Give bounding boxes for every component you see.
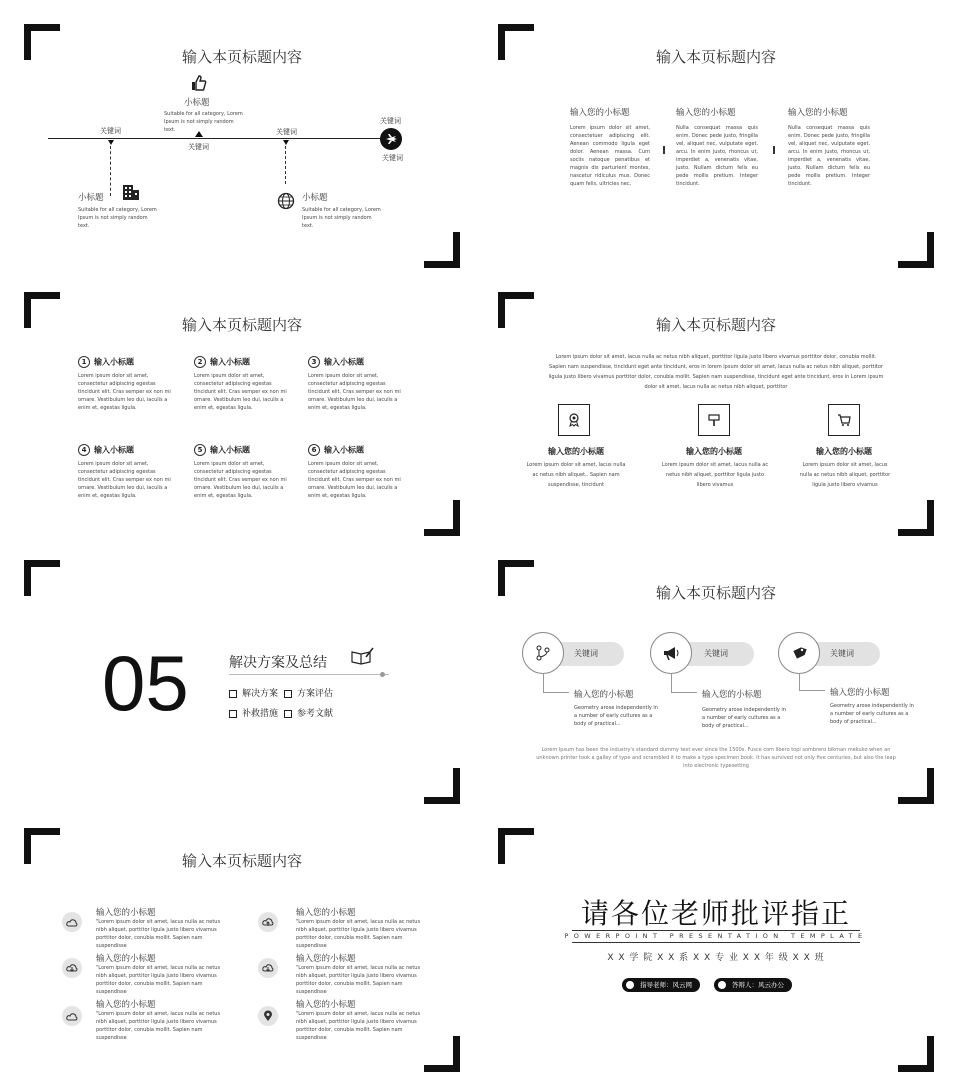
item-text: Lorem ipsum dolor sit amet, lacus nulla ac netus nibh aliquet, porttitor ligula justo libero vivamus bbox=[661, 462, 769, 488]
airplane-icon bbox=[380, 128, 402, 150]
numbered-item bbox=[194, 356, 290, 412]
section-number: 05 bbox=[102, 639, 189, 727]
item-heading: 输入您的小标题 bbox=[702, 690, 762, 700]
slide-4[interactable] bbox=[498, 292, 934, 536]
item-text: Lorem ipsum dolor sit amet, consectetur adipiscing egestas tincidunt elit. Cras semper ex non mi ornare. Vestibulum leo dui, iaculis a enim et, egestas ligula. bbox=[194, 373, 287, 411]
cloud-upload-icon bbox=[258, 912, 278, 932]
corner-mark bbox=[24, 560, 60, 596]
keyword-label: 关键词 bbox=[830, 649, 854, 658]
numbered-item bbox=[78, 444, 174, 500]
item-text: Geometry arose independently in a number of early cultures as a body of practical... bbox=[702, 707, 786, 729]
keyword-label: 关键词 bbox=[382, 154, 403, 162]
item-text: Geometry arose independently in a number of early cultures as a body of practical... bbox=[830, 703, 914, 725]
number-badge: 1 bbox=[78, 356, 90, 368]
column-text: Lorem ipsum dolor sit amet, consectetuer adipiscing elit. Aenean commodo ligula eget dolor. Aenean massa. Cum sociis natoque penatibus et magnis dis parturient montes, nascetur ridiculus mus. Donec quam felis, ultricies nec, bbox=[570, 125, 650, 187]
number-badge: 6 bbox=[308, 444, 320, 456]
keyword-label: 关键词 bbox=[276, 128, 297, 136]
column-text: Nulla consequat massa quis enim. Donec pede justo, fringilla vel, aliquet nec, vulputate eget, arcu. In enim justo, rhoncus ut, imperdiet a, venenatis vitae, justo. Nullam dictum felis eu pede mollis pretium. Integer tincidunt. bbox=[676, 125, 758, 187]
column-heading: 输入您的小标题 bbox=[676, 108, 736, 118]
book-pen-icon bbox=[350, 646, 374, 666]
cloud-download-icon bbox=[258, 958, 278, 978]
section-heading: 解决方案及总结 bbox=[229, 655, 327, 671]
slide-title: 输入本页标题内容 bbox=[181, 852, 302, 870]
item-heading: 输入小标题 bbox=[324, 445, 364, 455]
item-text: Lorem ipsum dolor sit amet, lacus nulla ac netus nibh aliquet, porttitor ligula justo libero vivamus bbox=[799, 462, 891, 488]
slide-title: 输入本页标题内容 bbox=[655, 584, 776, 602]
top-text: Suitable for all category, Lorem Ipsum is not simply random text. bbox=[164, 111, 243, 133]
cloud-icon bbox=[62, 912, 82, 932]
number-badge: 5 bbox=[194, 444, 206, 456]
item-heading: 输入您的小标题 bbox=[816, 447, 872, 456]
corner-mark bbox=[498, 828, 534, 864]
column-heading: 输入您的小标题 bbox=[570, 108, 630, 118]
dashed-connector bbox=[110, 146, 111, 196]
item-text: "Lorem ipsum dolor sit amet, lacus nulla ac netus nibh aliquet, porttitor ligula justo libero vivamus porttitor dolor, conubia mollit. Sapien nam suspendisse bbox=[296, 965, 421, 995]
connector bbox=[543, 692, 569, 693]
slide-2[interactable] bbox=[498, 24, 934, 268]
number-badge: 3 bbox=[308, 356, 320, 368]
top-subtitle: 小标题 bbox=[184, 98, 210, 108]
heading-underline bbox=[229, 674, 389, 675]
column-divider bbox=[663, 146, 665, 154]
cloud-icon bbox=[62, 1006, 82, 1026]
list-item bbox=[229, 686, 278, 699]
template-subtitle: POWERPOINT PRESENTATION TEMPLATE bbox=[564, 932, 868, 940]
item-heading: 输入您的小标题 bbox=[96, 908, 156, 918]
corner-mark bbox=[424, 232, 460, 268]
keyword-label: 关键词 bbox=[574, 649, 598, 658]
item-heading: 输入小标题 bbox=[210, 357, 250, 367]
speaker-badge bbox=[714, 978, 792, 992]
connector bbox=[799, 674, 800, 690]
down-marker bbox=[108, 140, 114, 145]
advisor-label: 指导老师：风云网 bbox=[640, 981, 692, 989]
item-heading: 输入您的小标题 bbox=[296, 908, 356, 918]
footer-text: Lorem Ipsum has been the industry's standard dummy text ever since the 1500s. Fusce com libero topi sombrero bikman mekuko when an unknown printer took a galley of type and scrambled it to make a type specimen book. It has survived not only five centuries, but also the leap into electronic typesetting bbox=[536, 747, 896, 769]
list-item-label: 补救措施 bbox=[242, 709, 279, 719]
keyword-label: 关键词 bbox=[380, 117, 401, 125]
hammer-icon bbox=[698, 404, 730, 436]
building-icon bbox=[122, 184, 140, 200]
corner-mark bbox=[898, 768, 934, 804]
column-divider bbox=[773, 146, 775, 154]
item-text: Geometry arose independently in a number of early cultures as a body of practical... bbox=[574, 705, 658, 727]
class-info: X X 学 院 X X 系 X X 专 业 X X 年 级 X X 班 bbox=[607, 953, 825, 963]
item-heading: 输入您的小标题 bbox=[830, 688, 890, 698]
right-text: Suitable for all category, Lorem Ipsum is not simply random text. bbox=[302, 207, 381, 229]
number-badge: 4 bbox=[78, 444, 90, 456]
column-heading: 输入您的小标题 bbox=[788, 108, 848, 118]
item-heading: 输入小标题 bbox=[324, 357, 364, 367]
item-heading: 输入您的小标题 bbox=[548, 447, 604, 456]
down-marker bbox=[283, 140, 289, 145]
item-heading: 输入您的小标题 bbox=[96, 1000, 156, 1010]
item-text: "Lorem ipsum dolor sit amet, lacus nulla ac netus nibh aliquet, porttitor ligula justo libero vivamus porttitor dolor, conubia mollit. Sapien nam suspendisse bbox=[296, 919, 421, 949]
user-icon bbox=[626, 981, 634, 989]
tag-icon bbox=[778, 632, 820, 674]
item-text: "Lorem ipsum dolor sit amet, lacus nulla ac netus nibh aliquet, porttitor ligula justo libero vivamus porttitor dolor, conubia mollit. Sapien nam suspendisse bbox=[96, 919, 221, 949]
corner-mark bbox=[424, 500, 460, 536]
checkbox-icon bbox=[229, 710, 237, 718]
corner-mark bbox=[424, 768, 460, 804]
checkbox-icon bbox=[229, 690, 237, 698]
dashed-connector bbox=[285, 146, 286, 184]
item-text: Lorem ipsum dolor sit amet, consectetur adipiscing egestas tincidunt elit. Cras semper ex non mi ornare. Vestibulum leo dui, iaculis a enim et, egestas ligula. bbox=[78, 373, 171, 411]
item-text: Lorem ipsum dolor sit amet, lacus nulla ac netus nibh aliquet,. Sapien nam suspendisse, tincidunt bbox=[526, 462, 626, 488]
triangle-marker bbox=[195, 131, 203, 137]
slide-1[interactable] bbox=[24, 24, 460, 268]
slide-7[interactable] bbox=[24, 828, 460, 1072]
keyword-label: 关键词 bbox=[188, 143, 209, 151]
flow-icon bbox=[522, 632, 564, 674]
slide-title: 输入本页标题内容 bbox=[655, 48, 776, 66]
speaker-label: 答辩人：风云办公 bbox=[732, 981, 784, 989]
keyword-label: 关键词 bbox=[704, 649, 728, 658]
item-text: "Lorem ipsum dolor sit amet, lacus nulla ac netus nibh aliquet, porttitor ligula justo libero vivamus porttitor dolor, conubia mollit. Sapien nam suspendisse bbox=[296, 1011, 421, 1041]
location-pin-icon bbox=[258, 1006, 278, 1026]
item-text: "Lorem ipsum dolor sit amet, lacus nulla ac netus nibh aliquet, porttitor ligula justo libero vivamus porttitor dolor, conubia mollit. Sapien nam suspendisse bbox=[96, 1011, 221, 1041]
underline-dot bbox=[380, 672, 385, 677]
slide-6[interactable] bbox=[498, 560, 934, 804]
item-text: "Lorem ipsum dolor sit amet, lacus nulla ac netus nibh aliquet, porttitor ligula justo libero vivamus porttitor dolor, conubia mollit. Sapien nam suspendisse bbox=[96, 965, 221, 995]
megaphone-icon bbox=[650, 632, 692, 674]
item-heading: 输入您的小标题 bbox=[686, 447, 742, 456]
item-heading: 输入您的小标题 bbox=[96, 954, 156, 964]
checkbox-icon bbox=[284, 690, 292, 698]
numbered-item bbox=[78, 356, 174, 412]
item-text: Lorem ipsum dolor sit amet, consectetur adipiscing egestas tincidunt elit. Cras semper ex non mi ornare. Vestibulum leo dui, iaculis a enim et, egestas ligula. bbox=[194, 461, 287, 499]
left-subtitle: 小标题 bbox=[78, 193, 104, 203]
item-heading: 输入您的小标题 bbox=[296, 954, 356, 964]
item-text: Lorem ipsum dolor sit amet, consectetur adipiscing egestas tincidunt elit. Cras semper ex non mi ornare. Vestibulum leo dui, iaculis a enim et, egestas ligula. bbox=[308, 373, 401, 411]
slide-5[interactable] bbox=[24, 560, 460, 804]
item-heading: 输入小标题 bbox=[210, 445, 250, 455]
item-heading: 输入您的小标题 bbox=[296, 1000, 356, 1010]
slide-3[interactable] bbox=[24, 292, 460, 536]
user-icon bbox=[718, 981, 726, 989]
corner-mark bbox=[898, 1036, 934, 1072]
corner-mark bbox=[898, 232, 934, 268]
item-text: Lorem ipsum dolor sit amet, consectetur adipiscing egestas tincidunt elit. Cras semper ex non mi ornare. Vestibulum leo dui, iaculis a enim et, egestas ligula. bbox=[308, 461, 401, 499]
corner-mark bbox=[898, 500, 934, 536]
checkbox-icon bbox=[284, 710, 292, 718]
cloud-download-icon bbox=[62, 958, 82, 978]
connector bbox=[671, 692, 697, 693]
numbered-item bbox=[308, 356, 404, 412]
globe-icon bbox=[277, 192, 295, 210]
numbered-item bbox=[194, 444, 290, 500]
cart-icon bbox=[828, 404, 860, 436]
list-item-label: 解决方案 bbox=[242, 689, 279, 699]
title-rule bbox=[572, 930, 860, 931]
award-icon bbox=[558, 404, 590, 436]
list-item bbox=[284, 686, 333, 699]
slide-title: 输入本页标题内容 bbox=[181, 48, 302, 66]
thumbs-up-icon bbox=[190, 74, 208, 92]
numbered-item bbox=[308, 444, 404, 500]
slide-8[interactable] bbox=[498, 828, 934, 1072]
column-text: Nulla consequat massa quis enim. Donec pede justo, fringilla vel, aliquet nec, vulputate eget, arcu. In enim justo, rhoncus ut, imperdiet a, venenatis vitae, justo. Nullam dictum felis eu pede mollis pretium. Integer tincidunt. bbox=[788, 125, 870, 187]
number-badge: 2 bbox=[194, 356, 206, 368]
list-item bbox=[284, 706, 333, 719]
slide-title: 输入本页标题内容 bbox=[655, 316, 776, 334]
title-rule bbox=[572, 942, 860, 943]
connector bbox=[671, 674, 672, 692]
item-heading: 输入您的小标题 bbox=[574, 690, 634, 700]
timeline-line bbox=[48, 138, 398, 139]
keyword-label: 关键词 bbox=[100, 127, 121, 135]
connector bbox=[799, 690, 825, 691]
item-heading: 输入小标题 bbox=[94, 445, 134, 455]
list-item bbox=[229, 706, 278, 719]
right-subtitle: 小标题 bbox=[302, 193, 328, 203]
item-heading: 输入小标题 bbox=[94, 357, 134, 367]
connector bbox=[543, 674, 544, 692]
item-text: Lorem ipsum dolor sit amet, consectetur adipiscing egestas tincidunt elit. Cras semper ex non mi ornare. Vestibulum leo dui, iaculis a enim et, egestas ligula. bbox=[78, 461, 171, 499]
advisor-badge bbox=[622, 978, 700, 992]
intro-text: Lorem ipsum dolor sit amet, lacus nulla ac netus nibh aliquet, porttitor ligula justo libero vivamus porttitor dolor, conubia mollit. Sapien nam suspendisse, tincidunt eget ante tincidunt, eros in lorem ipsum dolor sit amet, lacus nulla ac netus nibh aliquet, porttitor ligula justo libero vivamus porttitor dolor, conubia mollit. Sapien nam suspendisse, tincidunt eget ante tincidunt, eros in Lorem ipsum dolor sit amet, lacus nulla ac netus nibh aliquet, porttitor bbox=[548, 354, 884, 390]
closing-title: 请各位老师批评指正 bbox=[580, 897, 851, 930]
list-item-label: 方案评估 bbox=[297, 689, 334, 699]
left-text: Suitable for all category, Lorem Ipsum is not simply random text. bbox=[78, 207, 157, 229]
slide-title: 输入本页标题内容 bbox=[181, 316, 302, 334]
list-item-label: 参考文献 bbox=[297, 709, 334, 719]
